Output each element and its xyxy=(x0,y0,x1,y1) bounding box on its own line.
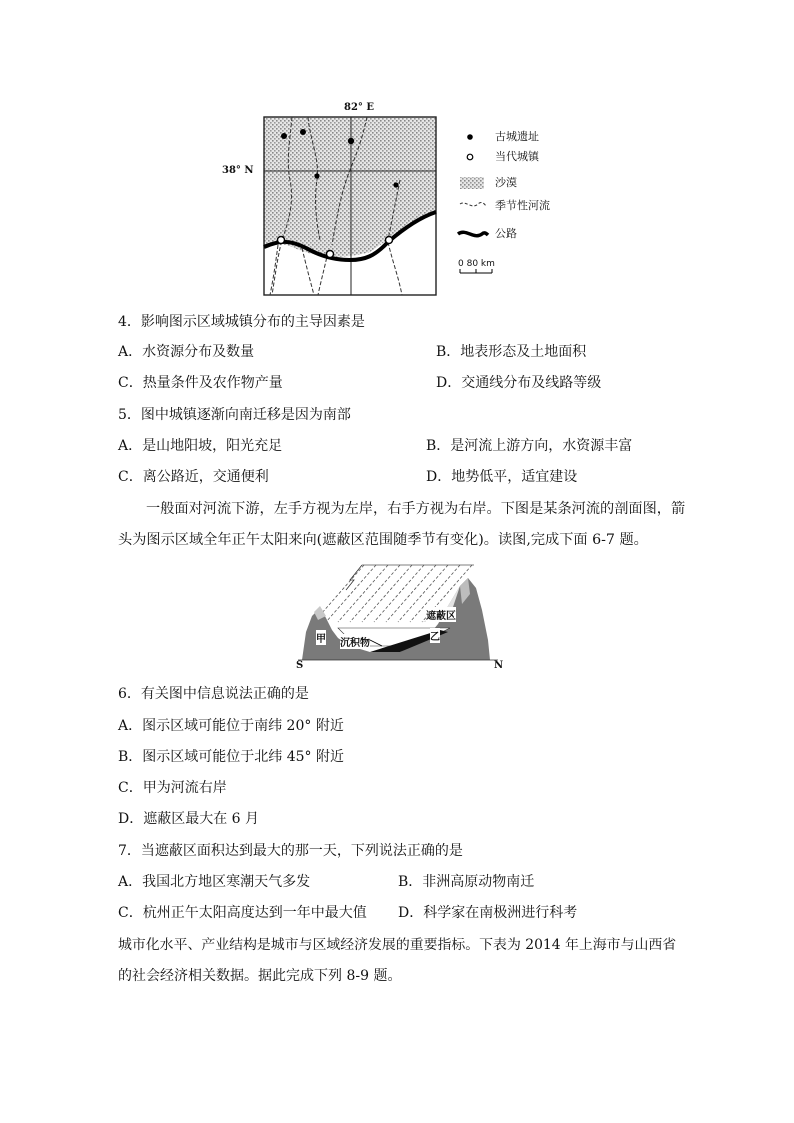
north-label: N xyxy=(494,660,504,671)
ancient-city-marker xyxy=(314,173,319,178)
intro-8-9-line-2: 的社会经济相关数据。据此完成下列 8-9 题。 xyxy=(118,968,402,984)
bank-yi-label: 乙 xyxy=(430,628,440,643)
sediment-label: 沉积物 xyxy=(340,634,370,649)
question-5-option-b: B．是河流上游方向，水资源丰富 xyxy=(426,438,633,454)
question-6-option-c: C．甲为河流右岸 xyxy=(118,780,227,796)
ancient-city-marker xyxy=(348,138,354,144)
longitude-label: 82° E xyxy=(344,102,375,113)
question-7-option-a: A．我国北方地区寒潮天气多发 xyxy=(118,874,311,890)
intro-6-7-line-1: 一般面对河流下游，左手方视为左岸，右手方视为右岸。下图是某条河流的剖面图，箭 xyxy=(146,501,686,517)
legend-river-icon xyxy=(460,203,486,206)
legend-desert-label: 沙漠 xyxy=(495,176,517,189)
question-7-stem: 7．当遮蔽区面积达到最大的那一天，下列说法正确的是 xyxy=(118,843,463,859)
question-7-option-d: D．科学家在南极洲进行科考 xyxy=(398,905,578,921)
question-4-stem: 4．影响图示区域城镇分布的主导因素是 xyxy=(118,314,365,330)
latitude-label: 38° N xyxy=(222,165,254,176)
question-5-option-c: C．离公路近，交通便利 xyxy=(118,469,269,485)
ancient-city-marker xyxy=(300,129,306,135)
legend-river-label: 季节性河流 xyxy=(495,199,550,212)
question-4-option-b: B．地表形态及土地面积 xyxy=(436,344,587,360)
legend-desert-icon xyxy=(460,177,484,189)
legend-ancient-city-icon xyxy=(467,134,473,140)
legend-modern-town-label: 当代城镇 xyxy=(495,150,539,163)
question-4-option-c: C．热量条件及农作物产量 xyxy=(118,375,283,391)
question-6-option-d: D．遮蔽区最大在 6 月 xyxy=(118,811,260,827)
south-label: S xyxy=(296,660,304,671)
question-5-stem: 5．图中城镇逐渐向南迁移是因为南部 xyxy=(118,407,351,423)
legend-ancient-city-label: 古城遗址 xyxy=(495,130,539,143)
legend-road-label: 公路 xyxy=(495,227,517,240)
map-figure xyxy=(220,100,550,305)
modern-town-marker xyxy=(386,237,393,244)
shade-zone-label: 遮蔽区 xyxy=(426,607,456,622)
question-6-option-a: A．图示区域可能位于南纬 20° 附近 xyxy=(118,718,344,734)
modern-town-marker xyxy=(278,237,285,244)
question-7-option-c: C．杭州正午太阳高度达到一年中最大值 xyxy=(118,905,367,921)
modern-town-marker xyxy=(327,251,334,258)
intro-6-7-line-2: 头为图示区域全年正午太阳来向(遮蔽区范围随季节有变化)。读图,完成下面 6-7 题。 xyxy=(118,532,648,548)
question-4-option-d: D．交通线分布及线路等级 xyxy=(436,375,602,391)
legend-modern-town-icon xyxy=(467,154,473,160)
legend-road-icon xyxy=(458,232,488,235)
question-4-option-a: A．水资源分布及数量 xyxy=(118,344,255,360)
map-graphic xyxy=(220,100,540,305)
profile-graphic xyxy=(290,560,510,672)
river-profile-figure xyxy=(290,560,510,672)
ancient-city-marker xyxy=(281,133,287,139)
ancient-city-marker xyxy=(393,182,398,187)
question-5-option-d: D．地势低平，适宜建设 xyxy=(426,469,578,485)
question-5-option-a: A．是山地阳坡，阳光充足 xyxy=(118,438,283,454)
scale-label: 0 80 km xyxy=(458,259,495,269)
question-7-option-b: B．非洲高原动物南迁 xyxy=(398,874,535,890)
question-6-option-b: B．图示区域可能位于北纬 45° 附近 xyxy=(118,749,345,765)
bank-jia-label: 甲 xyxy=(316,630,326,645)
question-6-stem: 6．有关图中信息说法正确的是 xyxy=(118,686,309,702)
intro-8-9-line-1: 城市化水平、产业结构是城市与区域经济发展的重要指标。下表为 2014 年上海市与山西省 xyxy=(118,937,677,953)
